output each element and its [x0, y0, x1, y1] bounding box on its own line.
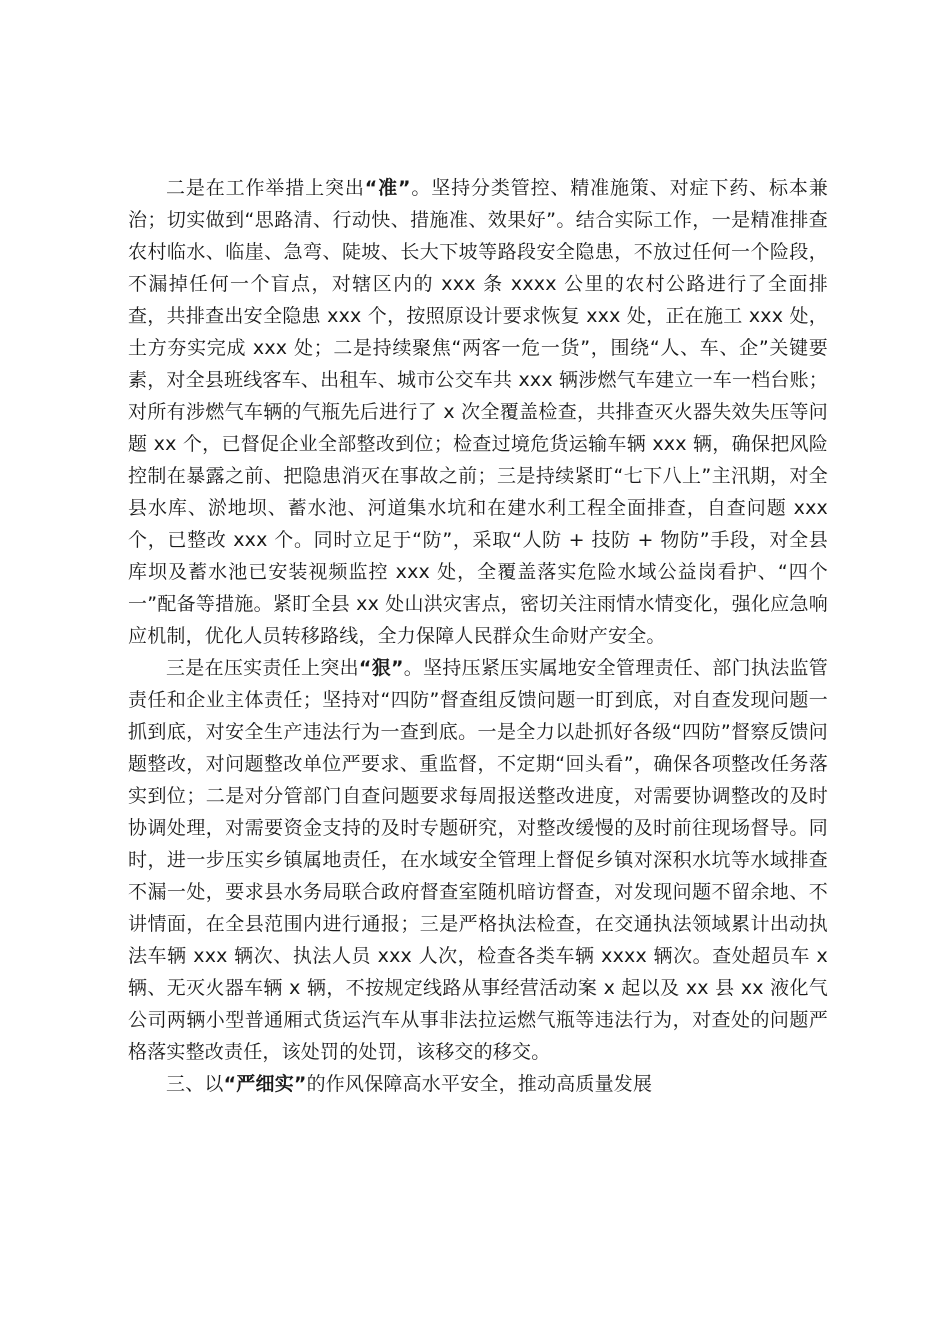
emphasis-keyword: “准” [364, 177, 411, 199]
paragraph-precision [128, 172, 828, 652]
emphasis-keyword: “狠” [358, 657, 404, 679]
paragraph-responsibility [128, 652, 828, 1068]
heading-text: 的作风保障高水平安全，推动高质量发展 [306, 1073, 653, 1095]
paragraph-lead: 二是在工作举措上突出 [166, 177, 365, 199]
paragraph-lead: 三是在压实责任上突出 [166, 657, 359, 679]
emphasis-keyword: “严细实” [223, 1073, 307, 1095]
paragraph-text: 。坚持压紧压实属地安全管理责任、部门执法监管责任和企业主体责任；坚持对“四防”督查组反馈问题一盯到底，对自查发现问题一抓到底，对安全生产违法行为一查到底。一是全力以赴抓好各级“四防”督察反馈问题整改，对问题整改单位严要求、重监督，不定期“回头看”，确保各项整改任务落实到位；二是对分管部门自查问题要求每周报送整改进度，对需要协调整改的及时协调处理，对需要资金支持的及时专题研究，对整改缓慢的及时前往现场督导。同时，进一步压实乡镇属地责任，在水域安全管理上督促乡镇对深积水坑等水域排查不漏一处，要求县水务局联合政府督查室随机暗访督查，对发现问题不留余地、不讲情面，在全县范围内进行通报；三是严格执法检查，在交通执法领域累计出动执法车辆 xxx 辆次、执法人员 xxx 人次，检查各类车辆 xxxx 辆次。查处超员车 x 辆、无灭火器车辆 x 辆，不按规定线路从事经营活动案 x 起以及 xx 县 xx 液化气公司两辆小型普通厢式货运汽车从事非法拉运燃气瓶等违法行为，对查处的问题严格落实整改责任，该处罚的处罚，该移交的移交。 [128, 657, 828, 1063]
paragraph-text: 。坚持分类管控、精准施策、对症下药、标本兼治；切实做到“思路清、行动快、措施准、效果好”。结合实际工作，一是精准排查农村临水、临崖、急弯、陡坡、长大下坡等路段安全隐患，不放过任何一个险段，不漏掉任何一个盲点，对辖区内的 xxx 条 xxxx 公里的农村公路进行了全面排查，共排查出安全隐患 xxx 个，按照原设计要求恢复 xxx 处，正在施工 xxx 处，土方夯实完成 xxx 处；二是持续聚焦“两客一危一货”，围绕“人、车、企”关键要素，对全县班线客车、出租车、城市公交车共 xxx 辆涉燃气车建立一车一档台账；对所有涉燃气车辆的气瓶先后进行了 x 次全覆盖检查，共排查灭火器失效失压等问题 xx 个，已督促企业全部整改到位；检查过境危货运输车辆 xxx 辆，确保把风险控制在暴露之前、把隐患消灭在事故之前；三是持续紧盯“七下八上”主汛期，对全县水库、淤地坝、蓄水池、河道集水坑和在建水利工程全面排查，自查问题 xxx 个，已整改 xxx 个。同时立足于“防”，采取“人防 + 技防 + 物防”手段，对全县库坝及蓄水池已安装视频监控 xxx 处，全覆盖落实危险水域公益岗看护、“四个一”配备等措施。紧盯全县 xx 处山洪灾害点，密切关注雨情水情变化，强化应急响应机制，优化人员转移路线，全力保障人民群众生命财产安全。 [128, 177, 828, 647]
section-heading [128, 1068, 828, 1100]
document-body [128, 172, 828, 1100]
heading-lead: 三、以 [166, 1073, 224, 1095]
